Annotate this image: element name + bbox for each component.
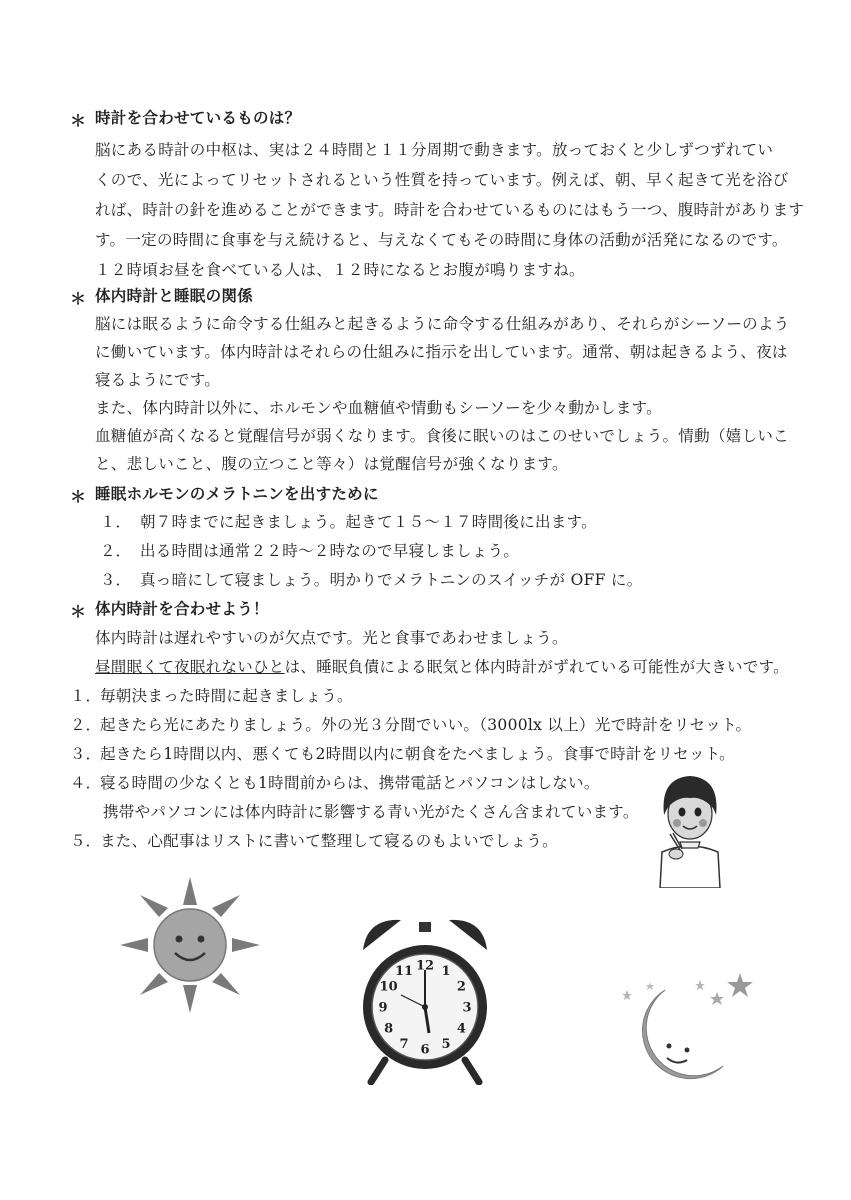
section-4-line-1: 体内時計は遅れやすいのが欠点です。光と食事であわせましょう。 — [95, 629, 568, 647]
section-4-heading: 体内時計を合わせよう！ — [95, 599, 269, 618]
tip-3-number: ３． — [70, 745, 102, 763]
clock-numeral: 5 — [441, 1036, 451, 1052]
section-1-line-3: れば、時計の針を進めることができます。時計を合わせているものにはもう一つ、腹時計があります — [95, 201, 805, 219]
woman-eating-illustration — [650, 770, 730, 888]
clock-numeral: 12 — [415, 958, 435, 974]
section-2-line-6: と、悲しいこと、腹の立つこと等々）は覚醒信号が強くなります。 — [95, 455, 568, 473]
melatonin-item-1: 朝７時までに起きましょう。起きて１５～１７時間後に出ます。 — [140, 513, 597, 531]
tip-4: 寝る時間の少なくとも1時間前からは、携帯電話とパソコンはしない。 — [100, 774, 600, 792]
section-2-line-4: また、体内時計以外に、ホルモンや血糖値や情動もシーソーを少々動かします。 — [95, 399, 662, 417]
tip-5: また、心配事はリストに書いて整理して寝るのもよいでしょう。 — [100, 832, 558, 850]
clock-numeral: 1 — [441, 964, 451, 980]
clock-numeral: 6 — [420, 1042, 430, 1058]
melatonin-item-1-number: １． — [100, 513, 132, 531]
section-2-line-2: に働いています。体内時計はそれらの仕組みに指示を出しています。通常、朝は起きるよう、夜は — [95, 343, 788, 361]
clock-numeral: 2 — [456, 979, 466, 995]
section-2-line-1: 脳には眠るように命令する仕組みと起きるように命令する仕組みがあり、それらがシーソーのよう — [95, 315, 790, 333]
section-1-marker: ＊ — [70, 111, 87, 130]
melatonin-item-3-number: ３． — [100, 571, 132, 589]
clock-numeral: 4 — [456, 1021, 466, 1037]
section-3-marker: ＊ — [70, 487, 87, 506]
melatonin-item-2-number: ２． — [100, 542, 132, 560]
sun-illustration — [115, 875, 265, 1015]
section-1-line-4: す。一定の時間に食事を与え続けると、与えなくてもその時間に身体の活動が活発になるのです。 — [95, 231, 788, 249]
section-1-line-2: くので、光によってリセットされるという性質を持っています。例えば、朝、早く起きて光を浴び — [95, 171, 789, 189]
section-3-heading: 睡眠ホルモンのメラトニンを出すために — [95, 484, 379, 503]
clock-numeral: 8 — [384, 1021, 394, 1037]
underlined-phrase: 昼間眠くて夜眠れないひと — [95, 658, 285, 676]
section-2-marker: ＊ — [70, 289, 87, 308]
tip-4-note: 携帯やパソコンには体内時計に影響する青い光がたくさん含まれています。 — [103, 803, 639, 821]
tip-2-number: ２． — [70, 716, 102, 734]
tip-5-number: ５． — [70, 832, 102, 850]
section-2-heading: 体内時計と睡眠の関係 — [95, 286, 254, 305]
section-1-heading: 時計を合わせているものは？ — [95, 108, 301, 127]
melatonin-item-2: 出る時間は通常２２時～２時なので早寝しましょう。 — [140, 542, 520, 560]
melatonin-item-3: 真っ暗にして寝ましょう。明かりでメラトニンのスイッチが OFF に。 — [140, 571, 643, 589]
section-2-line-5: 血糖値が高くなると覚醒信号が弱くなります。食後に眠いのはこのせいでしょう。情動（嬉しいこ — [95, 427, 789, 445]
clock-numeral: 10 — [379, 979, 398, 995]
section-4-line-2 — [95, 657, 789, 677]
clock-numeral: 9 — [378, 1000, 388, 1016]
tip-4-number: ４． — [70, 774, 102, 792]
section-2-line-3: 寝るようにです。 — [95, 371, 221, 389]
alarm-clock-illustration — [355, 910, 495, 1085]
tip-2: 起きたら光にあたりましょう。外の光３分間でいい。（3000lx 以上）光で時計をリセット。 — [100, 716, 752, 734]
section-1-line-1: 脳にある時計の中枢は、実は２４時間と１１分周期で動きます。放っておくと少しずつずれてい — [95, 141, 774, 159]
tip-3: 起きたら1時間以内、悪くても2時間以内に朝食をたべましょう。食事で時計をリセット。 — [100, 745, 735, 763]
clock-numeral: 11 — [394, 964, 414, 980]
section-1-line-5: １２時頃お昼を食べている人は、１２時になるとお腹が鳴りますね。 — [95, 261, 585, 279]
section-4-line-2-rest: は、睡眠負債による眠気と体内時計がずれている可能性が大きいです。 — [284, 658, 789, 676]
moon-illustration — [605, 970, 765, 1100]
section-4-marker: ＊ — [70, 602, 87, 621]
tip-1-number: １． — [70, 687, 102, 705]
clock-numeral: 3 — [462, 1000, 472, 1016]
tip-1: 毎朝決まった時間に起きましょう。 — [100, 687, 353, 705]
clock-numeral: 7 — [399, 1036, 409, 1052]
